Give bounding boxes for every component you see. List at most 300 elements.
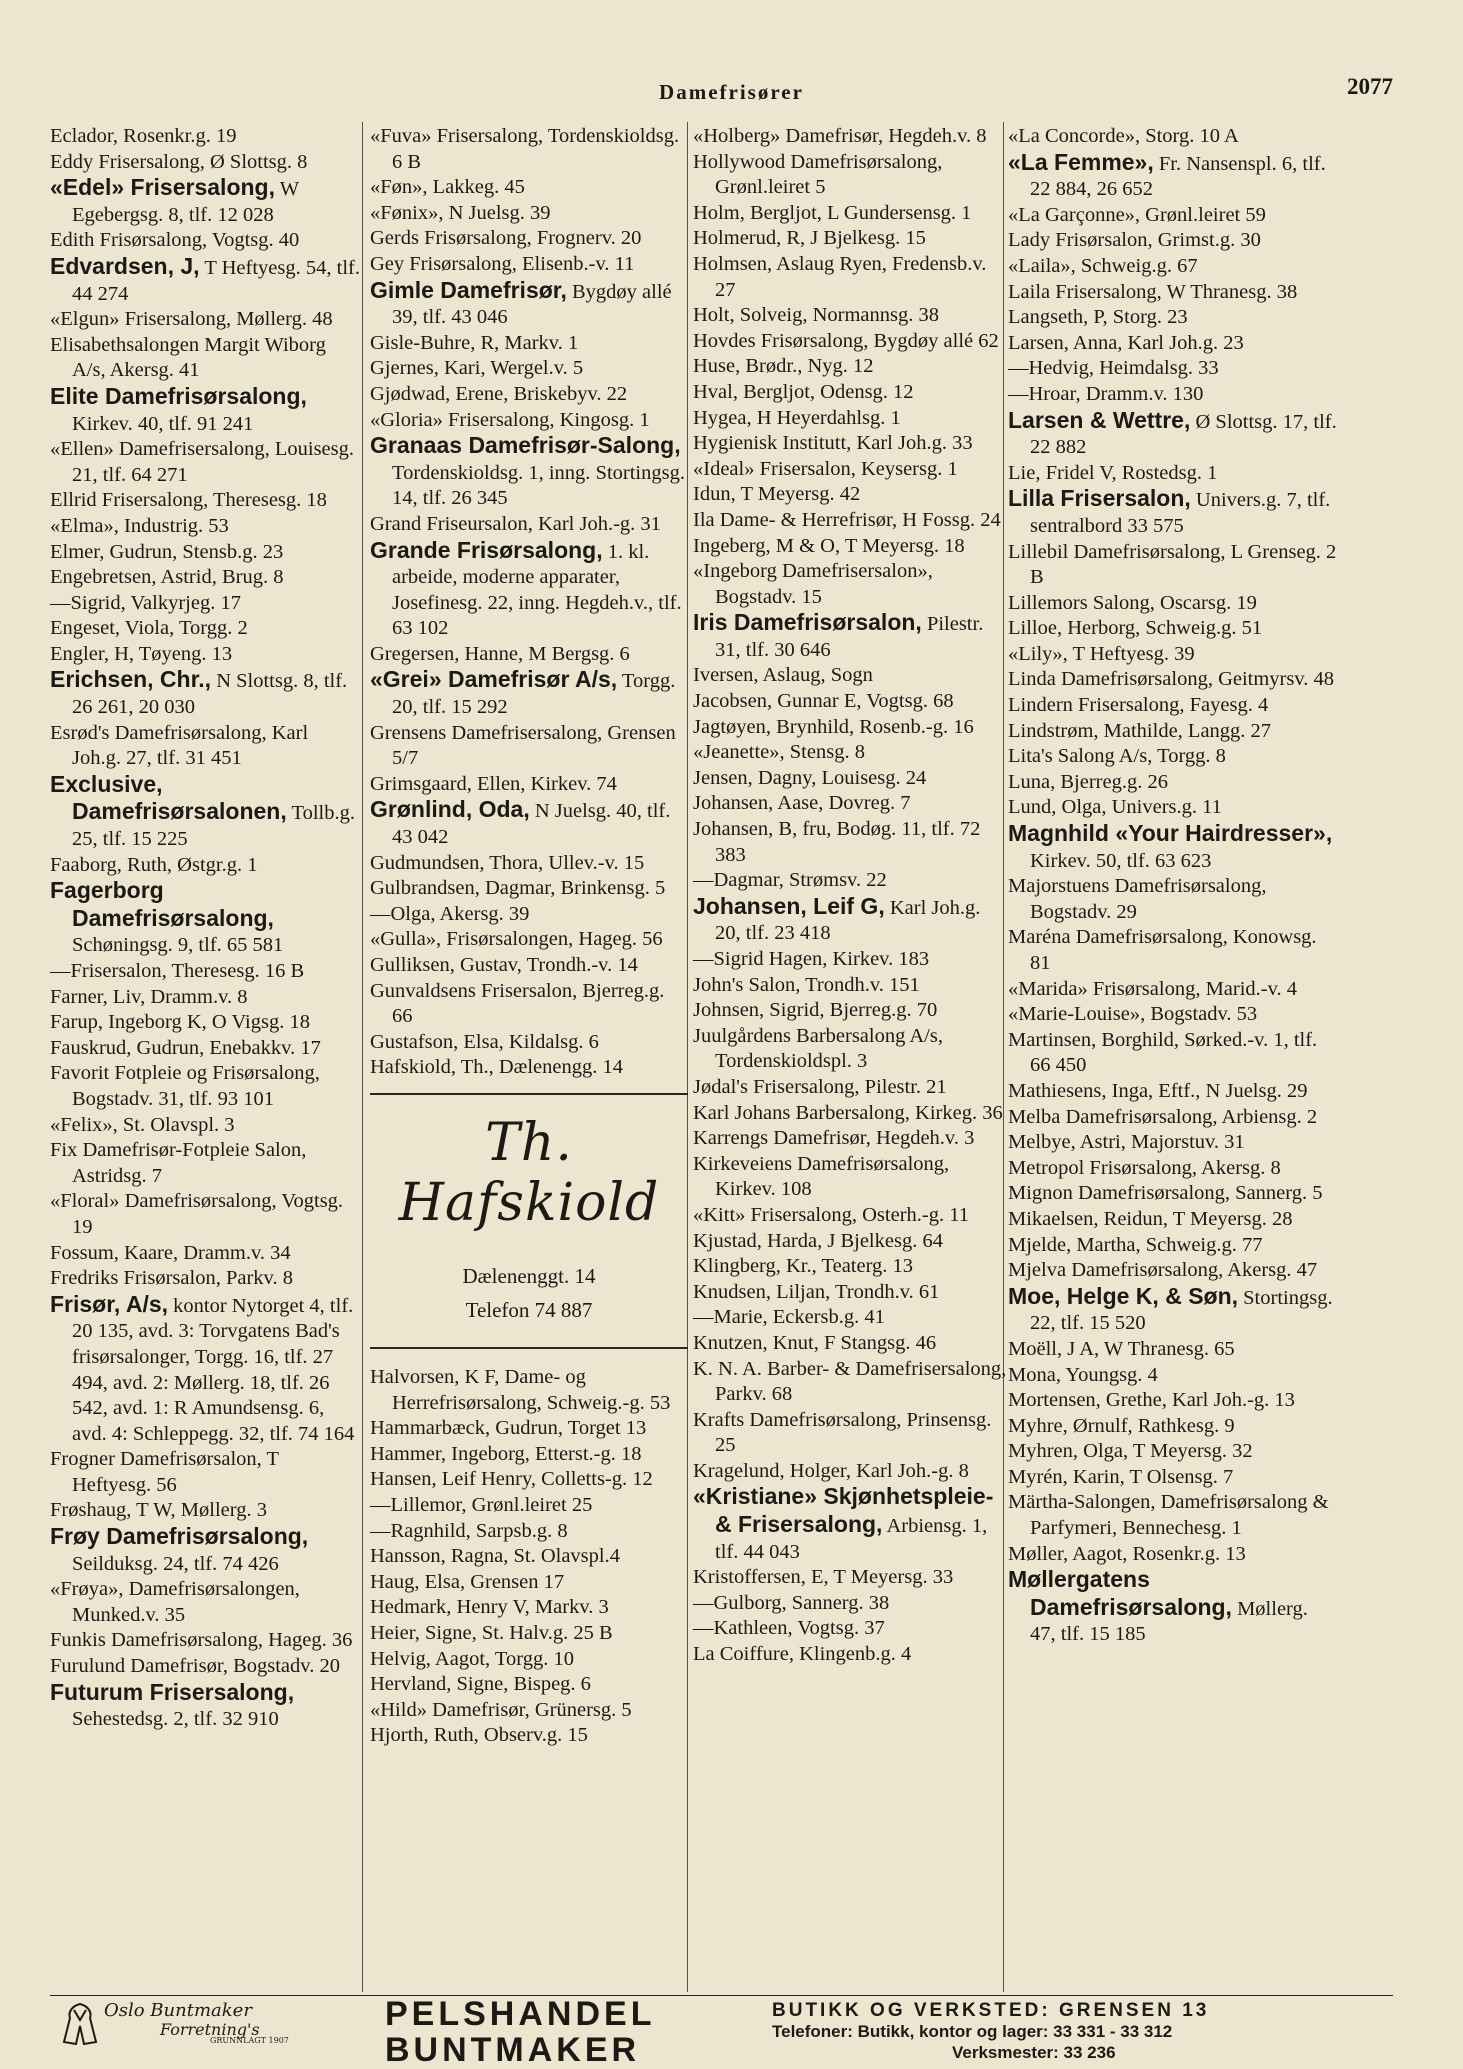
directory-entry <box>370 902 688 928</box>
entry-name: Holm, Bergljot, L Gundersensg. 1 <box>693 201 972 224</box>
directory-entry <box>50 642 360 668</box>
entry-name: Exclusive, Damefrisørsalonen, <box>50 770 287 825</box>
entry-name: «Føn», Lakkeg. 45 <box>370 176 525 199</box>
entry-name: Grensens Damefrisersalong, Grensen 5/7 <box>370 721 676 770</box>
logo-text: Forretning's <box>160 2020 260 2039</box>
entry-name: «Frøya», Damefrisørsalongen, Munked.v. 35 <box>50 1578 300 1626</box>
directory-entry <box>50 667 360 720</box>
entry-name: Gey Frisørsalong, Elisenb.-v. 11 <box>370 252 635 275</box>
directory-entry <box>1008 124 1338 150</box>
entry-name: Frisør, A/s, <box>50 1290 169 1317</box>
entry-name: «Marie-Louise», Bogstadv. 53 <box>1008 1003 1258 1026</box>
directory-entry <box>1008 1207 1338 1233</box>
entry-address: Kirkev. 50, tlf. 63 623 <box>1030 849 1212 872</box>
directory-entry <box>370 1493 688 1519</box>
directory-entry <box>50 514 360 540</box>
directory-entry <box>370 175 688 201</box>
entry-name: Kristoffersen, E, T Meyersg. 33 <box>693 1566 954 1589</box>
entry-name: —Olga, Akersg. 39 <box>370 902 530 925</box>
entry-name: John's Salon, Trondh.v. 151 <box>693 973 920 996</box>
entry-name: Hansen, Leif Henry, Colletts-g. 12 <box>370 1468 653 1491</box>
directory-entry <box>370 252 688 278</box>
entry-name: Fossum, Kaare, Dramm.v. 34 <box>50 1241 291 1264</box>
directory-entry <box>370 278 688 331</box>
directory-entry <box>370 667 688 720</box>
directory-entry <box>693 1126 1011 1152</box>
entry-name: Gustafson, Elsa, Kildalsg. 6 <box>370 1030 599 1053</box>
entry-name: Elite Damefrisørsalong, <box>50 382 307 409</box>
entry-name: Lita's Salong A/s, Torgg. 8 <box>1008 745 1226 768</box>
entry-name: —Sigrid Hagen, Kirkev. 183 <box>693 948 930 970</box>
entry-name: Haug, Elsa, Grensen 17 <box>370 1570 565 1593</box>
directory-entry <box>370 382 688 408</box>
directory-entry <box>693 482 1011 508</box>
entry-name: Larsen, Anna, Karl Joh.g. 23 <box>1008 331 1244 354</box>
directory-entry <box>1008 821 1338 874</box>
directory-entry <box>50 1138 360 1189</box>
entry-name: «Elgun» Frisersalong, Møllerg. 48 <box>50 308 333 331</box>
entry-name: «Ideal» Frisersalon, Keysersg. 1 <box>693 457 958 480</box>
directory-entry <box>693 663 1011 689</box>
directory-entry <box>693 303 1011 329</box>
entry-name: Hjorth, Ruth, Observ.g. 15 <box>370 1724 588 1747</box>
entry-name: Edith Frisørsalong, Vogtsg. 40 <box>50 229 300 252</box>
directory-entry <box>50 772 360 853</box>
ad-signature: Th. Hafskiold <box>398 1112 660 1233</box>
entry-name: «La Garçonne», Grønl.leiret 59 <box>1008 203 1266 226</box>
directory-entry <box>1008 150 1338 203</box>
directory-entry <box>370 876 688 902</box>
entry-name: Johansen, Aase, Dovreg. 7 <box>693 792 911 815</box>
directory-entry <box>1008 1337 1338 1363</box>
entry-name: Grimsgaard, Ellen, Kirkev. 74 <box>370 772 617 795</box>
entry-name: Hervland, Signe, Bispeg. 6 <box>370 1673 591 1696</box>
entry-address: Seilduksg. 24, tlf. 74 426 <box>72 1552 279 1575</box>
buntmaker-text: BUNTMAKER <box>385 2031 641 2069</box>
entry-name: Karrengs Damefrisør, Hegdeh.v. 3 <box>693 1127 975 1150</box>
directory-entry <box>1008 770 1338 796</box>
directory-entry <box>50 1498 360 1524</box>
directory-entry <box>1008 331 1338 357</box>
directory-entry <box>693 1642 1011 1668</box>
entry-name: —Sigrid, Valkyrjeg. 17 <box>50 591 241 614</box>
directory-entry <box>370 1723 688 1749</box>
directory-entry <box>693 1024 1011 1075</box>
directory-entry <box>693 1331 1011 1357</box>
entry-name: «Ellen» Damefrisersalong, Louisesg. 21, tlf. 64 271 <box>50 438 355 486</box>
directory-entry <box>50 959 360 985</box>
entry-name: Jagtøyen, Brynhild, Rosenb.-g. 16 <box>693 715 974 738</box>
entry-address: Møllerg. 47, tlf. 15 185 <box>1030 1597 1308 1646</box>
directory-entry <box>693 715 1011 741</box>
entry-name: «Edel» Frisersalong, <box>50 174 275 201</box>
directory-entry <box>370 1672 688 1698</box>
entry-name: «Jeanette», Stensg. 8 <box>693 741 865 764</box>
directory-entry <box>370 953 688 979</box>
directory-entry <box>693 380 1011 406</box>
entry-name: Farup, Ingeborg K, O Vigsg. 18 <box>50 1011 310 1034</box>
directory-entry <box>1008 1233 1338 1259</box>
entry-name: «Gloria» Frisersalong, Kingosg. 1 <box>370 408 650 431</box>
directory-entry <box>370 1055 688 1081</box>
entry-name: Furulund Damefrisør, Bogstadv. 20 <box>50 1655 340 1678</box>
directory-entry <box>50 616 360 642</box>
entry-address: Ø Slottsg. 17, tlf. 22 882 <box>1030 410 1337 459</box>
directory-entry <box>693 1101 1011 1127</box>
directory-entry <box>1008 305 1338 331</box>
entry-name: Ellrid Frisersalong, Theresesg. 18 <box>50 489 327 512</box>
entry-name: Myrén, Karin, T Olsensg. 7 <box>1008 1465 1234 1488</box>
entry-name: «La Concorde», Storg. 10 A <box>1008 125 1239 147</box>
directory-entry <box>693 817 1011 868</box>
directory-entry <box>50 853 360 879</box>
directory-entry <box>50 1266 360 1292</box>
entry-name: Juulgårdens Barbersalong A/s, Tordenskioldspl. 3 <box>693 1024 943 1073</box>
entry-name: «Fønix», N Juelsg. 39 <box>370 201 551 224</box>
entry-name: Heier, Signe, St. Halv.g. 25 B <box>370 1621 613 1644</box>
entry-name: Hedmark, Henry V, Markv. 3 <box>370 1596 609 1619</box>
entry-name: Larsen & Wettre, <box>1008 406 1191 433</box>
directory-entry <box>693 1280 1011 1306</box>
directory-entry <box>370 1698 688 1724</box>
directory-entry <box>1008 203 1338 229</box>
entry-name: «Hild» Damefrisør, Grünersg. 5 <box>370 1698 632 1721</box>
directory-entry <box>370 538 688 642</box>
entry-name: Mathiesens, Inga, Eftf., N Juelsg. 29 <box>1008 1079 1308 1102</box>
column-4 <box>1008 124 1338 1648</box>
entry-name: Mjelde, Martha, Schweig.g. 77 <box>1008 1233 1263 1256</box>
entry-name: Fagerborg Damefrisørsalong, <box>50 877 274 931</box>
entry-name: Hansson, Ragna, St. Olavspl.4 <box>370 1545 620 1568</box>
entry-name: Gulliksen, Gustav, Trondh.-v. 14 <box>370 954 638 976</box>
entry-name: Frogner Damefrisørsalon, T Heftyesg. 56 <box>50 1448 279 1496</box>
directory-entry <box>1008 925 1338 976</box>
entry-name: Jødal's Frisersalong, Pilestr. 21 <box>693 1075 947 1098</box>
column-1 <box>50 124 360 1733</box>
entry-name: Luna, Bjerreg.g. 26 <box>1008 770 1168 793</box>
entry-name: Engler, H, Tøyeng. 13 <box>50 642 233 665</box>
directory-entry <box>370 772 688 798</box>
directory-entry <box>693 559 1011 610</box>
entry-name: Holmsen, Aslaug Ryen, Fredensb.v. 27 <box>693 252 987 301</box>
entry-name: «Fuva» Frisersalong, Tordenskioldsg. 6 B <box>370 125 680 173</box>
entry-name: Hygea, H Heyerdahlsg. 1 <box>693 406 901 429</box>
directory-entry <box>693 740 1011 766</box>
directory-entry <box>693 998 1011 1024</box>
directory-entry <box>1008 280 1338 306</box>
entry-name: Knutzen, Knut, F Stangsg. 46 <box>693 1331 937 1354</box>
entry-name: Lie, Fridel V, Rostedsg. 1 <box>1008 461 1218 484</box>
entry-name: Idun, T Meyersg. 42 <box>693 483 861 506</box>
directory-entry <box>693 1254 1011 1280</box>
entry-name: Johansen, B, fru, Bodøg. 11, tlf. 72 383 <box>693 818 981 866</box>
directory-entry <box>693 1305 1011 1331</box>
buntmaker-logo <box>60 2002 345 2046</box>
directory-entry <box>693 431 1011 457</box>
entry-name: Hovdes Frisørsalong, Bygdøy allé 62 <box>693 329 999 352</box>
directory-entry <box>370 1595 688 1621</box>
entry-name: «Gulla», Frisørsalongen, Hageg. 56 <box>370 928 663 951</box>
entry-name: Ila Dame- & Herrefrisør, H Fossg. 24 <box>693 508 1001 531</box>
entry-name: Elmer, Gudrun, Stensb.g. 23 <box>50 540 284 563</box>
directory-entry <box>50 488 360 514</box>
entry-name: Magnhild «Your Hairdresser», <box>1008 820 1333 847</box>
directory-entry <box>50 254 360 307</box>
entry-name: Iversen, Aslaug, Sogn <box>693 664 873 687</box>
directory-entry <box>1008 977 1338 1003</box>
entry-name: Lilloe, Herborg, Schweig.g. 51 <box>1008 617 1263 640</box>
directory-entry <box>693 406 1011 432</box>
directory-entry <box>370 1442 688 1468</box>
entry-name: Märtha-Salongen, Damefrisørsalong & Parfymeri, Bennechesg. 1 <box>1008 1491 1329 1540</box>
entry-name: Myhre, Ørnulf, Rathkesg. 9 <box>1008 1414 1235 1437</box>
directory-entry <box>370 226 688 252</box>
directory-entry <box>370 1030 688 1056</box>
entry-name: Gunvaldsens Frisersalon, Bjerreg.g. 66 <box>370 979 665 1028</box>
directory-entry <box>693 252 1011 303</box>
directory-entry <box>370 1621 688 1647</box>
directory-entry <box>1008 1105 1338 1131</box>
entry-name: Grand Friseursalon, Karl Joh.-g. 31 <box>370 512 661 535</box>
entry-name: Lillebil Damefrisørsalong, L Grenseg. 2 B <box>1008 540 1337 589</box>
directory-entry <box>693 1152 1011 1203</box>
entry-address: Tollb.g. 25, tlf. 15 225 <box>72 802 355 851</box>
entry-name: —Kathleen, Vogtsg. 37 <box>693 1617 885 1640</box>
entry-name: Mona, Youngsg. 4 <box>1008 1363 1158 1386</box>
directory-entry <box>370 979 688 1030</box>
directory-entry <box>693 534 1011 560</box>
entry-address: T Heftyesg. 54, tlf. 44 274 <box>72 256 360 305</box>
directory-entry <box>370 927 688 953</box>
directory-entry <box>50 1189 360 1240</box>
entry-name: «Kristiane» Skjønhetspleie- & Frisersalong, <box>693 1483 994 1538</box>
ad-phone: Telefon 74 887 <box>465 1297 593 1322</box>
entry-name: Granaas Damefrisør-Salong, <box>370 432 681 459</box>
entry-address: Kirkev. 40, tlf. 91 241 <box>72 412 254 435</box>
entry-name: Lund, Olga, Univers.g. 11 <box>1008 796 1222 819</box>
directory-entry <box>1008 744 1338 770</box>
entry-name: La Coiffure, Klingenb.g. 4 <box>693 1643 912 1666</box>
entry-name: Elisabethsalongen Margit Wiborg A/s, Akersg. 41 <box>50 333 326 382</box>
directory-entry <box>370 1544 688 1570</box>
directory-entry <box>1008 1465 1338 1491</box>
entry-name: Melbye, Astri, Majorstuv. 31 <box>1008 1131 1245 1154</box>
directory-entry <box>50 150 360 176</box>
entry-name: «La Femme», <box>1008 148 1154 175</box>
entry-name: Huse, Brødr., Nyg. 12 <box>693 355 874 378</box>
entry-name: Linda Damefrisørsalong, Geitmyrsv. 48 <box>1008 668 1335 691</box>
entry-name: «Kitt» Frisersalong, Osterh.-g. 11 <box>693 1203 969 1226</box>
entry-name: Jensen, Dagny, Louisesg. 24 <box>693 766 927 789</box>
directory-entry <box>1008 1130 1338 1156</box>
directory-entry <box>1008 591 1338 617</box>
directory-entry <box>50 1292 360 1448</box>
entry-name: Lindstrøm, Mathilde, Langg. 27 <box>1008 719 1272 742</box>
entry-name: Lindern Frisersalong, Fayesg. 4 <box>1008 694 1269 717</box>
directory-entry <box>1008 719 1338 745</box>
entry-name: Futurum Frisersalong, <box>50 1678 295 1705</box>
shop-phones: Telefoner: Butikk, kontor og lager: 33 331 - 33 312 <box>772 2022 1173 2041</box>
entry-name: Knudsen, Liljan, Trondh.v. 61 <box>693 1280 940 1303</box>
directory-entry <box>50 175 360 228</box>
entry-name: Fredriks Frisørsalon, Parkv. 8 <box>50 1267 293 1290</box>
entry-name: Hygienisk Institutt, Karl Joh.g. 33 <box>693 432 973 455</box>
entry-name: Gjernes, Kari, Wergel.v. 5 <box>370 357 584 380</box>
entry-name: Gregersen, Hanne, M Bergsg. 6 <box>370 642 630 665</box>
directory-entry <box>370 1570 688 1596</box>
directory-entry <box>50 1061 360 1112</box>
directory-entry <box>370 642 688 668</box>
advertisement-footer <box>50 1995 1393 2069</box>
directory-entry <box>693 124 1011 150</box>
directory-entry <box>370 1365 688 1416</box>
entry-name: Langseth, P, Storg. 23 <box>1008 306 1188 329</box>
entry-name: —Hedvig, Heimdalsg. 33 <box>1008 357 1219 380</box>
entry-name: Engebretsen, Astrid, Brug. 8 <box>50 566 284 589</box>
directory-entry <box>693 508 1011 534</box>
directory-entry <box>1008 486 1338 539</box>
entry-name: —Marie, Eckersb.g. 41 <box>693 1306 885 1329</box>
directory-entry <box>370 721 688 772</box>
entry-name: Eclador, Rosenkr.g. 19 <box>50 125 237 147</box>
directory-entry <box>1008 1363 1338 1389</box>
page-number: 2077 <box>1347 74 1393 99</box>
entry-name: Martinsen, Borghild, Sørked.-v. 1, tlf. 66 450 <box>1008 1028 1318 1077</box>
entry-name: Gisle-Buhre, R, Markv. 1 <box>370 331 579 354</box>
shop-info <box>772 2000 1209 2063</box>
directory-entry <box>50 878 360 959</box>
entry-name: —Ragnhild, Sarpsb.g. 8 <box>370 1519 568 1542</box>
directory-entry <box>1008 254 1338 280</box>
directory-entry <box>50 228 360 254</box>
column-divider <box>362 122 363 1992</box>
entry-name: Laila Frisersalong, W Thranesg. 38 <box>1008 280 1298 303</box>
directory-entry <box>50 565 360 591</box>
column-3 <box>693 124 1011 1668</box>
directory-entry <box>1008 1258 1338 1284</box>
entry-name: Johnsen, Sigrid, Bjerreg.g. 70 <box>693 999 938 1022</box>
directory-entry <box>693 1357 1011 1408</box>
entry-name: Klingberg, Kr., Teaterg. 13 <box>693 1255 914 1278</box>
directory-entry <box>693 894 1011 947</box>
directory-entry <box>1008 1002 1338 1028</box>
directory-entry <box>50 540 360 566</box>
directory-entry <box>50 124 360 150</box>
directory-entry <box>50 1680 360 1733</box>
entry-name: Gulbrandsen, Dagmar, Brinkensg. 5 <box>370 877 666 900</box>
directory-entry <box>693 354 1011 380</box>
entry-name: —Lillemor, Grønl.leiret 25 <box>370 1493 593 1516</box>
directory-entry <box>370 331 688 357</box>
entry-address: W Egebergsg. 8, tlf. 12 028 <box>72 178 299 226</box>
shop-address: BUTIKK OG VERKSTED: GRENSEN 13 <box>772 2000 1210 2021</box>
entry-address: Tordenskioldsg. 1, inng. Stortingsg. 14, tlf. 26 345 <box>392 461 685 510</box>
directory-entry <box>1008 1567 1338 1648</box>
entry-name: Frøshaug, T W, Møllerg. 3 <box>50 1499 267 1522</box>
entry-name: «Ingeborg Damefrisersalon», Bogstadv. 15 <box>693 560 933 608</box>
entry-name: Gimle Damefrisør, <box>370 276 567 303</box>
column-2 <box>370 124 688 1749</box>
page-title: Damefrisører <box>659 80 804 104</box>
entry-name: —Frisersalon, Theresesg. 16 B <box>50 960 305 982</box>
entry-name: Majorstuens Damefrisørsalong, Bogstadv. 29 <box>1008 875 1267 923</box>
entry-address: Stortingsg. 22, tlf. 15 520 <box>1030 1286 1333 1335</box>
directory-entry <box>1008 1079 1338 1105</box>
directory-entry <box>693 457 1011 483</box>
directory-entry <box>50 1010 360 1036</box>
directory-entry <box>1008 693 1338 719</box>
directory-entry <box>1008 795 1338 821</box>
workshop-phone: Verksmester: 33 236 <box>952 2043 1116 2062</box>
fur-coat-icon <box>60 2002 100 2046</box>
entry-address: kontor Nytorget 4, tlf. 20 135, avd. 3: Torvgatens Bad's frisørsalonger, Torgg. 16, tlf. 27 494, avd. 2: Møllerg. 18, tlf. 26 542, avd. 1: R Amundsensg. 6, avd. 4: Schleppegg. 32, tlf. 74 164 <box>72 1294 355 1445</box>
hafskiold-advertisement <box>370 1093 688 1349</box>
entry-name: Ingeberg, M & O, T Meyersg. 18 <box>693 534 965 557</box>
directory-entry <box>50 591 360 617</box>
directory-entry <box>1008 874 1338 925</box>
entry-name: Engeset, Viola, Torgg. 2 <box>50 617 248 640</box>
directory-entry <box>1008 408 1338 461</box>
entry-address: Arbiensg. 1, tlf. 44 043 <box>715 1515 988 1563</box>
directory-entry <box>370 433 688 512</box>
entry-address: N Slottsg. 8, tlf. 26 261, 20 030 <box>72 670 348 719</box>
directory-entry <box>370 124 688 175</box>
directory-entry <box>693 973 1011 999</box>
directory-entry <box>693 947 1011 973</box>
entry-name: «Laila», Schweig.g. 67 <box>1008 254 1198 277</box>
entry-name: Lillemors Salong, Oscarsg. 19 <box>1008 591 1257 614</box>
directory-entry <box>50 1447 360 1498</box>
entry-name: Karl Johans Barbersalong, Kirkeg. 36 <box>693 1101 1003 1124</box>
directory-entry <box>1008 1181 1338 1207</box>
directory-entry <box>1008 228 1338 254</box>
entry-name: Grande Frisørsalong, <box>370 536 603 563</box>
directory-entry <box>370 1647 688 1673</box>
directory-entry <box>1008 1028 1338 1079</box>
entry-name: —Dagmar, Strømsv. 22 <box>693 869 887 892</box>
directory-entry <box>1008 382 1338 408</box>
entry-address: 1. kl. arbeide, moderne apparater, Josefinesg. 22, inng. Hegdeh.v., tlf. 63 102 <box>392 540 682 640</box>
directory-entry <box>693 1591 1011 1617</box>
entry-name: Esrød's Damefrisørsalong, Karl Joh.g. 27, tlf. 31 451 <box>50 721 309 770</box>
entry-name: Hammer, Ingeborg, Etterst.-g. 18 <box>370 1442 642 1465</box>
entry-name: Kirkeveiens Damefrisørsalong, Kirkev. 108 <box>693 1152 950 1201</box>
directory-entry <box>693 1616 1011 1642</box>
directory-entry <box>1008 1542 1338 1568</box>
directory-entry <box>693 791 1011 817</box>
entry-name: Lady Frisørsalon, Grimst.g. 30 <box>1008 229 1261 252</box>
entry-name: Hollywood Damefrisørsalong, Grønl.leiret 5 <box>693 150 943 199</box>
entry-name: —Hroar, Dramm.v. 130 <box>1008 382 1204 405</box>
directory-entry <box>50 307 360 333</box>
pelshandel-text: PELSHANDEL <box>385 1995 656 2033</box>
entry-name: Metropol Frisørsalong, Akersg. 8 <box>1008 1156 1281 1179</box>
entry-name: Frøy Damefrisørsalong, <box>50 1523 309 1550</box>
entry-name: Grønlind, Oda, <box>370 796 530 823</box>
directory-entry <box>693 1408 1011 1459</box>
entry-name: Krafts Damefrisørsalong, Prinsensg. 25 <box>693 1408 992 1457</box>
directory-entry <box>693 689 1011 715</box>
directory-entry <box>1008 1156 1338 1182</box>
directory-entry <box>693 150 1011 201</box>
entry-name: Halvorsen, K F, Dame- og Herrefrisørsalong, Schweig.-g. 53 <box>370 1365 671 1414</box>
directory-entry <box>693 868 1011 894</box>
directory-entry <box>50 1113 360 1139</box>
entry-address: Torgg. 20, tlf. 15 292 <box>392 670 676 719</box>
directory-entry <box>693 1075 1011 1101</box>
directory-entry <box>50 333 360 384</box>
directory-entry <box>370 408 688 434</box>
